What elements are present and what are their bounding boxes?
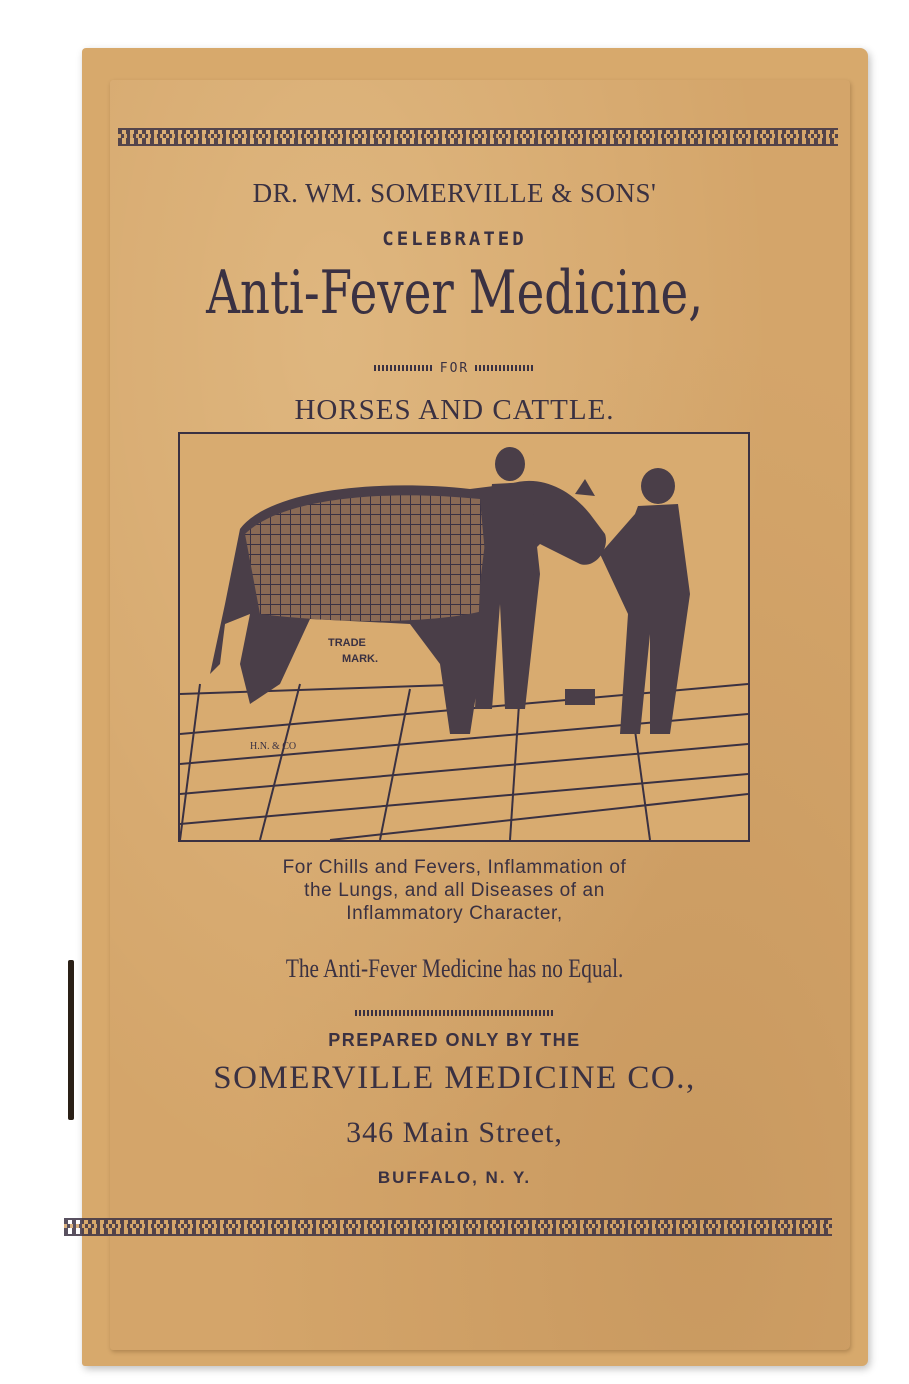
- handler-left: [475, 447, 540, 709]
- squiggle-left: [374, 365, 434, 371]
- medicine-box: [565, 689, 595, 705]
- trade-mark-line2: MARK.: [342, 653, 379, 665]
- bottom-ornamental-border: [64, 1218, 832, 1236]
- wavy-line: [355, 1010, 555, 1016]
- description-line: For Chills and Fevers, Inflammation of: [282, 857, 627, 878]
- street-address: 346 Main Street,: [346, 1116, 563, 1149]
- engraving-illustration: [178, 432, 750, 842]
- tagline: The Anti-Fever Medicine has no Equal.: [285, 954, 624, 983]
- proprietor-heading: DR. WM. SOMERVILLE & SONS': [252, 178, 657, 208]
- prepared-by-line: PREPARED ONLY BY THE: [328, 1030, 581, 1050]
- engraver-signature: H.N. & CO: [250, 741, 297, 752]
- company-name: SOMERVILLE MEDICINE CO.,: [213, 1060, 696, 1096]
- squiggle-right: [475, 365, 535, 371]
- trade-mark-line1: TRADE: [328, 637, 366, 649]
- top-ornamental-border: [118, 128, 838, 146]
- wavy-divider: [0, 1002, 909, 1012]
- celebrated-label: CELEBRATED: [382, 228, 527, 250]
- city-line: BUFFALO, N. Y.: [377, 1168, 532, 1187]
- product-title: Anti-Fever Medicine,: [206, 258, 704, 328]
- for-divider: [0, 357, 909, 379]
- for-label: FOR: [439, 361, 470, 376]
- handler-right: [600, 468, 690, 734]
- description-line: the Lungs, and all Diseases of an: [304, 880, 605, 901]
- horse-and-handlers-engraving: [180, 434, 748, 840]
- audience-subtitle: HORSES AND CATTLE.: [294, 394, 615, 426]
- description-line: Inflammatory Character,: [346, 903, 563, 924]
- description-block: [0, 856, 909, 925]
